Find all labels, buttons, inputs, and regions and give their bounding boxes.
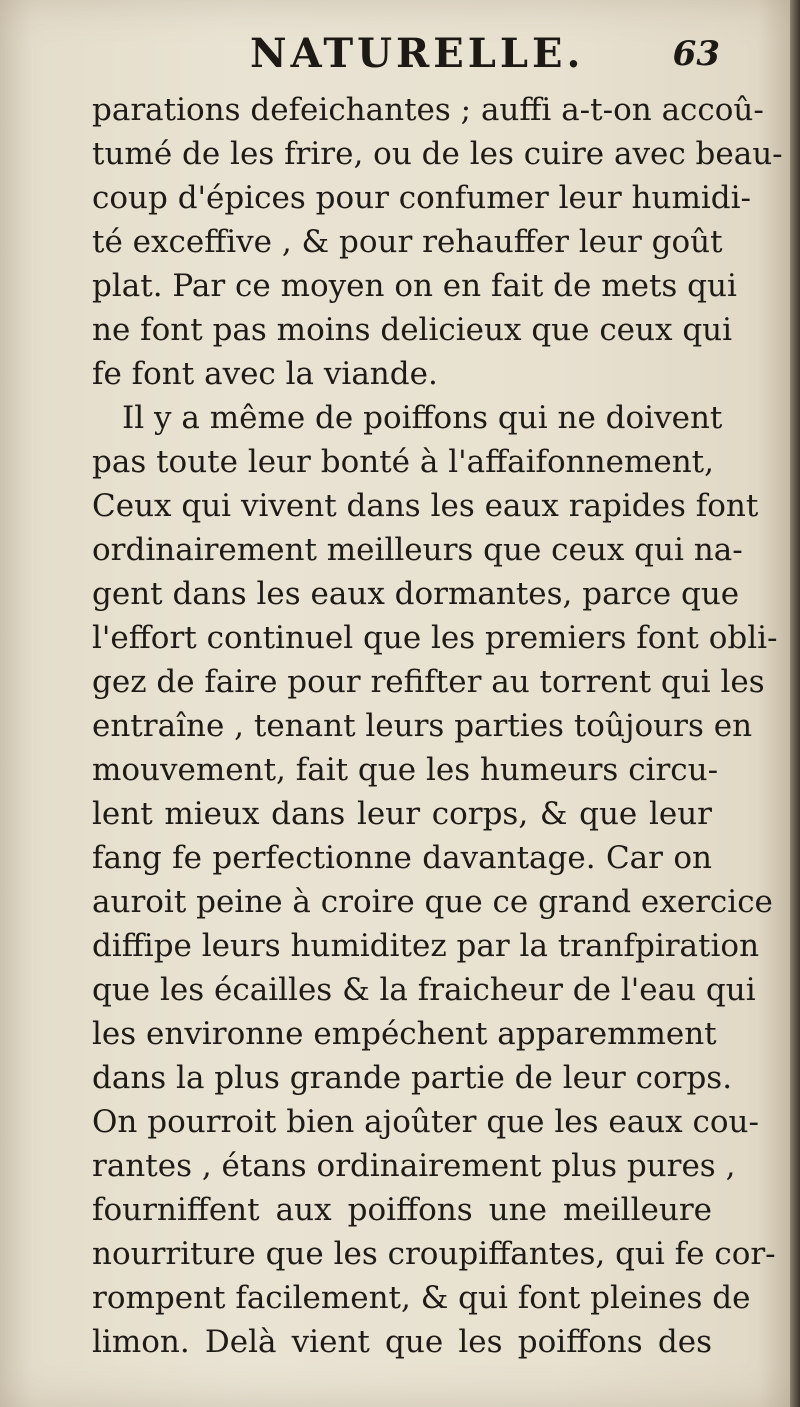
text-line: fourniffent aux poiffons une meilleure	[92, 1192, 712, 1228]
text-line: Ceux qui vivent dans les eaux rapides font	[92, 488, 759, 524]
text-line: dans la plus grande partie de leur corps.	[92, 1060, 733, 1096]
text-line: lent mieux dans leur corps, & que leur	[92, 796, 712, 832]
body-text	[92, 88, 783, 1364]
text-line: ne font pas moins delicieux que ceux qui	[92, 312, 733, 348]
text-line: coup d'épices pour confumer leur humidi-	[92, 180, 751, 216]
text-line: plat. Par ce moyen on en fait de mets qui	[92, 268, 737, 304]
text-line: diffipe leurs humiditez par la tranfpiration	[92, 928, 760, 964]
running-head-title: NATURELLE.	[250, 30, 585, 77]
text-line: Il y a même de poiffons qui ne doivent	[122, 400, 723, 436]
text-line: rompent facilement, & qui font pleines de	[92, 1280, 751, 1316]
text-line: pas toute leur bonté à l'affaifonnement,	[92, 444, 714, 480]
text-line: auroit peine à croire que ce grand exercice	[92, 884, 773, 920]
text-line: gez de faire pour refifter au torrent qui les	[92, 664, 765, 700]
text-line: parations defeichantes ; auffi a-t-on accoû-	[92, 92, 764, 128]
text-line: fang fe perfectionne davantage. Car on	[92, 840, 712, 876]
text-line: les environne empéchent apparemment	[92, 1016, 717, 1052]
text-line: rantes , étans ordinairement plus pures ,	[92, 1148, 736, 1184]
page-number: 63	[672, 34, 720, 74]
text-line: mouvement, fait que les humeurs circu-	[92, 752, 719, 788]
text-line: l'effort continuel que les premiers font obli-	[92, 620, 778, 656]
text-line: fe font avec la viande.	[92, 356, 438, 392]
text-line: té exceffive , & pour rehauffer leur goût	[92, 224, 723, 260]
text-line: que les écailles & la fraicheur de l'eau qui	[92, 972, 756, 1008]
text-line: nourriture que les croupiffantes, qui fe cor-	[92, 1236, 776, 1272]
text-line: ordinairement meilleurs que ceux qui na-	[92, 532, 743, 568]
text-line: entraîne , tenant leurs parties toûjours en	[92, 708, 753, 744]
running-head	[100, 30, 720, 90]
text-line: limon. Delà vient que les poiffons des	[92, 1324, 712, 1360]
text-line: gent dans les eaux dormantes, parce que	[92, 576, 740, 612]
text-line: tumé de les frire, ou de les cuire avec beau-	[92, 136, 783, 172]
text-line: On pourroit bien ajoûter que les eaux cou-	[92, 1104, 759, 1140]
book-edge	[790, 0, 800, 1407]
